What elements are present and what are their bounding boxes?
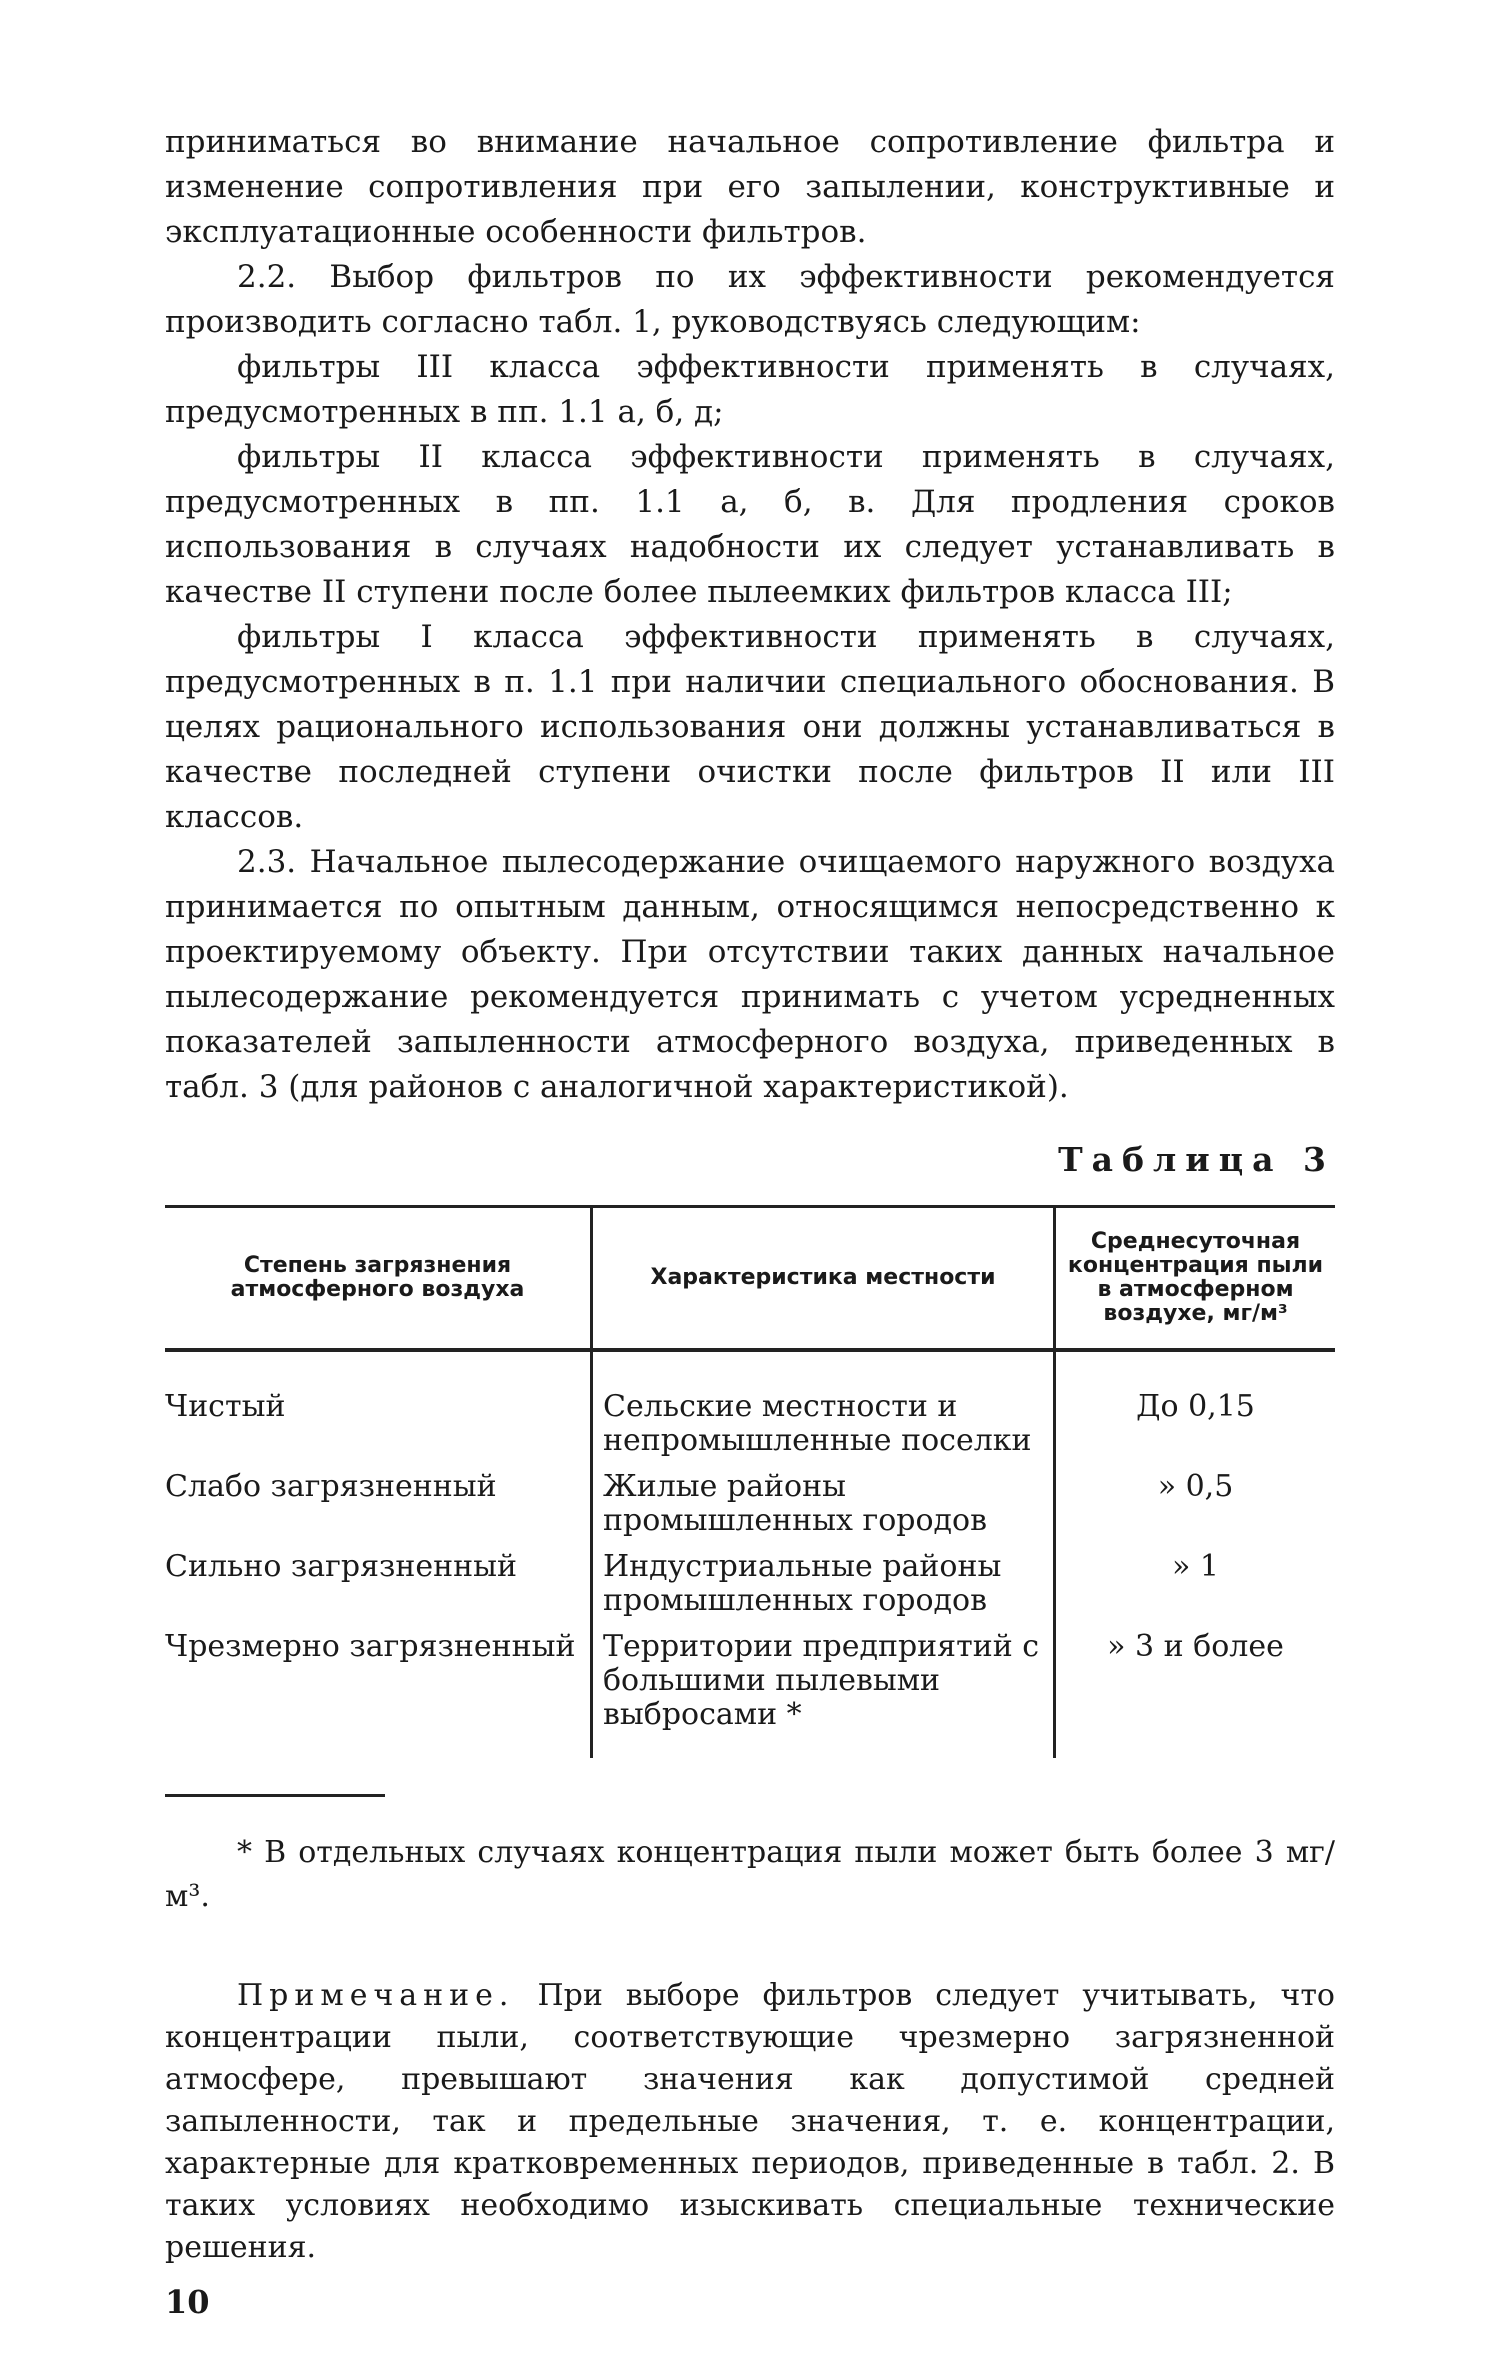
footnote: * В отдельных случаях концентрация пыли может быть более 3 мг/м³. bbox=[165, 1835, 1335, 1914]
cell-degree: Слабо загрязненный bbox=[165, 1469, 497, 1504]
paragraph-2-3: 2.3. Начальное пылесодержание очищаемого наружного воздуха принимается по опытным данным, относящимся непосредственно к проектируемому объекту. При отсутствии таких данных начальное пылесодержание рекомендуется принимать с учетом усредненных показателей запыленности атмосферного воздуха, приведенных в табл. 3 (для районов с аналогичной характеристикой). bbox=[165, 844, 1335, 1105]
header-concentration: Среднесуточная концентрация пыли в атмосферном воздухе, мг/м³ bbox=[1055, 1207, 1336, 1351]
cell-characteristic: Жилые районы промышленных городов bbox=[592, 1464, 1055, 1544]
cell-characteristic: Индустриальные районы промышленных городов bbox=[592, 1544, 1055, 1624]
cell-degree: Сильно загрязненный bbox=[165, 1549, 518, 1584]
table-row bbox=[165, 1464, 1335, 1544]
paragraph-continuation: приниматься во внимание начальное сопротивление фильтра и изменение сопротивления при его запылении, конструктивные и эксплуатационные особенности фильтров. bbox=[165, 124, 1335, 250]
cell-concentration: До 0,15 bbox=[1055, 1350, 1336, 1464]
cell-degree: Чистый bbox=[165, 1389, 286, 1424]
cell-degree: Чрезмерно загрязненный bbox=[165, 1629, 576, 1664]
cell-characteristic: Территории предприятий с большими пылевыми выбросами * bbox=[592, 1624, 1055, 1758]
paragraph-class-i: фильтры I класса эффективности применять в случаях, предусмотренных в п. 1.1 при наличии специального обоснования. В целях рационального использования они должны устанавливаться в качестве последней ступени очистки после фильтров II или III классов. bbox=[165, 619, 1335, 835]
table-header-row bbox=[165, 1207, 1335, 1351]
cell-concentration: » 0,5 bbox=[1055, 1464, 1336, 1544]
note-label: Примечание. bbox=[237, 1978, 515, 2013]
note-paragraph bbox=[165, 1975, 1335, 2269]
page-number: 10 bbox=[165, 2283, 210, 2321]
pollution-table bbox=[165, 1205, 1335, 1758]
cell-concentration: » 1 bbox=[1055, 1544, 1336, 1624]
table-row bbox=[165, 1350, 1335, 1464]
paragraph-class-iii: фильтры III класса эффективности применять в случаях, предусмотренных в пп. 1.1 а, б, д; bbox=[165, 349, 1335, 430]
footnote-divider bbox=[165, 1794, 385, 1797]
table-row bbox=[165, 1544, 1335, 1624]
cell-characteristic: Сельские местности и непромышленные поселки bbox=[592, 1350, 1055, 1464]
table-row bbox=[165, 1624, 1335, 1758]
header-characteristic: Характеристика местности bbox=[592, 1207, 1055, 1351]
table-caption: Таблица 3 bbox=[1058, 1140, 1335, 1179]
paragraph-2-2: 2.2. Выбор фильтров по их эффективности рекомендуется производить согласно табл. 1, руководствуясь следующим: bbox=[165, 259, 1335, 340]
cell-concentration: » 3 и более bbox=[1055, 1624, 1336, 1758]
header-degree: Степень загрязнения атмосферного воздуха bbox=[165, 1207, 592, 1351]
paragraph-class-ii: фильтры II класса эффективности применять в случаях, предусмотренных в пп. 1.1 а, б, в. Для продления сроков использования в случаях надобности их следует устанавливать в качестве II ступени после более пылеемких фильтров класса III; bbox=[165, 439, 1335, 610]
note-text: При выборе фильтров следует учитывать, что концентрации пыли, соответствующие чрезмерно загрязненной атмосфере, превышают значения как допустимой средней запыленности, так и предельные значения, т. е. концентрации, характерные для кратковременных периодов, приведенные в табл. 2. В таких условиях необходимо изыскивать специальные технические решения. bbox=[165, 1978, 1335, 2265]
document-page bbox=[165, 120, 1335, 2321]
